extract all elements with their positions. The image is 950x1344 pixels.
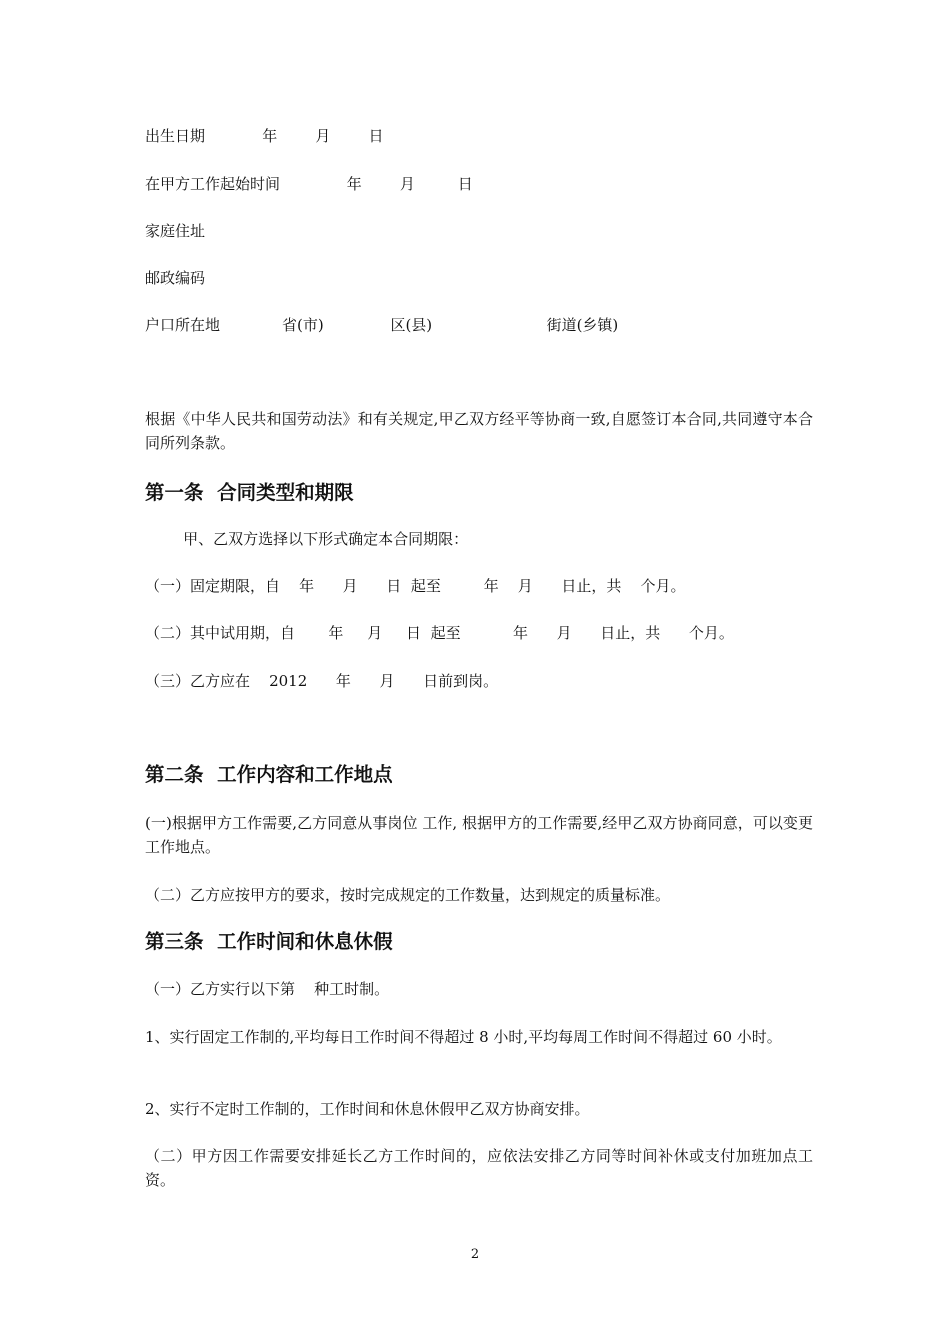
article1-item: （一）固定期限，自 年 月 日 起至 年 月 日止，共 个月。 [145,577,686,595]
birth-date-field: 出生日期 年 月 日 [145,127,384,145]
household-registration-field: 户口所在地 省(市) 区(县) 街道(乡镇) [145,316,619,334]
article3-item: （一）乙方实行以下第 种工时制。 [145,980,390,998]
article1-intro: 甲、乙双方选择以下形式确定本合同期限： [145,530,469,548]
article2-title: 第二条 工作内容和工作地点 [145,763,393,786]
article3-title: 第三条 工作时间和休息休假 [145,930,393,953]
article3-item: 1、实行固定工作制的,平均每日工作时间不得超过 8 小时,平均每周工作时间不得超过 60 小时。 [145,1028,782,1046]
preamble: 根据《中华人民共和国劳动法》和有关规定,甲乙双方经平等协商一致,自愿签订本合同,共同遵守本合同所列条款。 [145,410,813,452]
article2-item: （二）乙方应按甲方的要求，按时完成规定的工作数量，达到规定的质量标准。 [145,886,671,904]
home-address-field: 家庭住址 [145,222,206,240]
article1-title: 第一条 合同类型和期限 [145,481,354,504]
page-number: 2 [470,1247,480,1262]
article2-item: (一)根据甲方工作需要,乙方同意从事岗位 工作, 根据甲方的工作需要,经甲乙双方协商同意，可以变更工作地点。 [145,814,813,856]
postal-code-field: 邮政编码 [145,269,206,287]
article1-item: （二）其中试用期，自 年 月 日 起至 年 月 日止，共 个月。 [145,624,734,642]
article3-item: 2、实行不定时工作制的，工作时间和休息休假甲乙双方协商安排。 [145,1100,590,1118]
article3-item: （二）甲方因工作需要安排延长乙方工作时间的，应依法安排乙方同等时间补休或支付加班加点工资。 [145,1147,813,1189]
article1-item: （三）乙方应在 2012 年 月 日前到岗。 [145,672,499,690]
employment-start-field: 在甲方工作起始时间 年 月 日 [145,175,473,193]
